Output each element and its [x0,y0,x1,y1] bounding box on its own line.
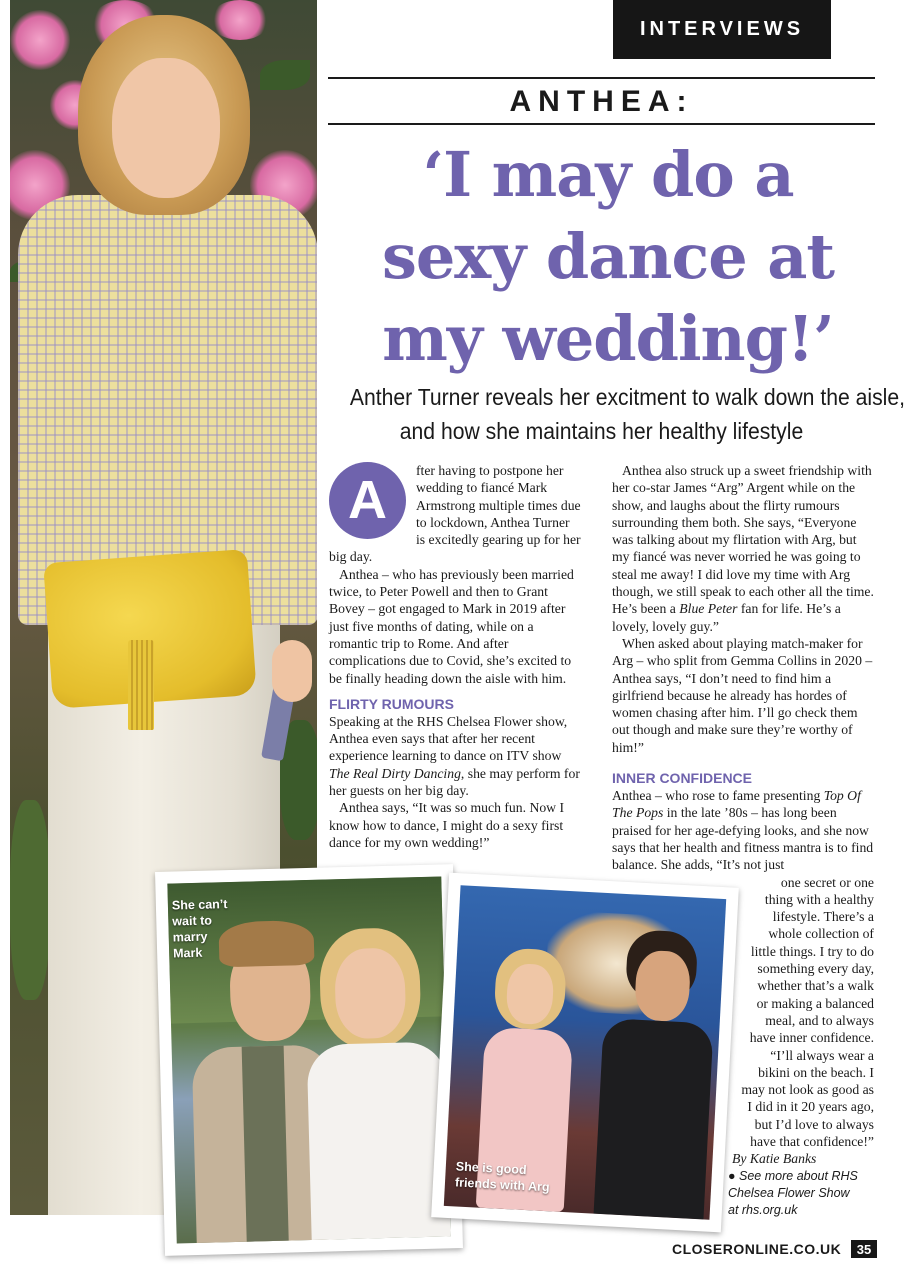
flower-decoration [210,0,270,40]
section-tab [613,0,831,59]
text-line: but I’d love to always [754,1116,874,1132]
show-title: Top Of The Pops [612,788,861,821]
article-column-1 [329,462,581,851]
caption-line: She is good [455,1159,527,1178]
text-line: thing with a healthy [764,891,874,907]
subheading-inner-confidence: INNER CONFIDENCE [612,770,753,787]
hand [272,640,312,702]
text-line: one secret or one [780,874,874,890]
text-line: bikini on the beach. I [758,1064,874,1080]
photo-caption [455,1158,551,1195]
inset-photo-couple [155,864,463,1256]
caption-line: wait to [172,913,213,929]
standfirst-line: Anther Turner reveals her excitment to walk down the aisle, [349,384,906,410]
subheading-flirty-rumours: FLIRTY RUMOURS [329,695,454,712]
promo-line: at rhs.org.uk [728,1202,798,1217]
paragraph [612,787,874,873]
woman-white-jacket [307,1041,451,1243]
text-run: Anthea – who rose to fame presenting [612,788,824,804]
man-hair [218,920,314,967]
text-line: lifestyle. There’s a [772,909,874,925]
leaf-decoration [260,60,310,90]
headline-line: sexy dance at [381,220,835,293]
promo-line: Chelsea Flower Show [728,1185,850,1200]
paragraph [329,713,581,799]
paragraph: Anthea – who has previously been married twice, to Peter Powell and then to Grant Bovey – got engaged to Mark in 2019 after just five months of dating, while on a romantic trip to Rome. And after complications due to Covid, she’s excited to be finally heading down the aisle with him. [329,566,574,686]
text-run: in the late ’80s – has long been praised for her age-defying looks, and she now says that her health and fitness mantra is to find balance. She adds, “It’s not just [612,805,874,873]
kicker: ANTHEA: [509,85,694,118]
text-run: Speaking at the RHS Chelsea Flower show, Anthea even says that after her recent experience learning to dance on ITV show [329,713,568,764]
promo-line: ● See more about RHS [728,1168,858,1183]
inset-photo-dancing [431,873,739,1233]
text-line: or making a balanced [756,995,874,1011]
photo-caption [172,896,229,961]
page-number: 35 [851,1240,877,1258]
paragraph: When asked about playing match-maker for Arg – who split from Gemma Collins in 2020 – Anthea says, “I don’t need to find him a girlfriend because he already has hordes of women chasing after him. I’ll go check them out though and make sure they’re worthy of him!” [612,635,873,755]
text-line: something every day, [757,961,874,977]
text-line: have that confidence!” [750,1133,874,1149]
text-line: whole collection of [768,926,874,942]
face [112,58,220,198]
man-shirt [242,1046,289,1244]
caption-line: marry [172,929,208,945]
show-title: Blue Peter [679,601,738,617]
text-line: little things. I try to do [750,943,874,959]
promo-note [728,1168,874,1219]
paragraph: Anthea says, “It was so much fun. Now I know how to dance, I might do a sexy first dance for my own wedding!” [329,800,565,850]
text-run: Anthea also struck up a sweet friendship with her co-star James “Arg” Argent while on the show, and laughs about the flirty rumours surrounding them both. She says, “Everyone was talking about my flirtation with Arg, but my fiancé was never worried he was going to steal me away! I did love my time with Arg though, we still speak to each other all the time. He’s been a [612,463,874,617]
caption-line: Mark [172,945,203,961]
text-line: may not look as good as [741,1082,874,1098]
text-line: “I’ll always wear a [770,1047,874,1063]
section-tab-label: INTERVIEWS [639,18,805,40]
paragraph [612,462,874,635]
headline [328,134,888,380]
woman-face [334,947,406,1039]
leaf-decoration [10,800,50,1000]
text-line: whether that’s a walk [757,978,874,994]
paragraph: fter having to postpone her wedding to fiancé Mark Armstrong multiple times due to lockdown, Anthea Turner is excitedly gearing up for her big day. [329,463,581,565]
byline: By Katie Banks [732,1151,817,1167]
text-run: , she may perform for her guests on her big day. [329,765,580,799]
man-black-shirt [594,1018,714,1219]
headline-line: ‘I may do a [422,138,794,211]
flower-decoration [10,10,70,70]
footer-website: CLOSERONLINE.CO.UK [672,1241,842,1257]
bag-tassel [128,640,154,730]
text-line: meal, and to always [765,1012,874,1028]
text-run: fan for life. He’s a lovely, lovely guy.” [612,601,841,634]
kicker-rule [328,123,875,125]
drop-cap: A [329,462,406,539]
text-line: have inner confidence. [749,1030,874,1046]
caption-line: She can’t [171,897,228,913]
caption-line: friends with Arg [454,1175,550,1195]
standfirst-line: and how she maintains her healthy lifestyle [399,418,804,444]
text-line: I did in it 20 years ago, [747,1099,874,1115]
standfirst [349,380,906,448]
show-title: The Real Dirty Dancing [329,765,461,781]
top-rule [328,77,875,79]
headline-line: my wedding!’ [382,302,834,375]
